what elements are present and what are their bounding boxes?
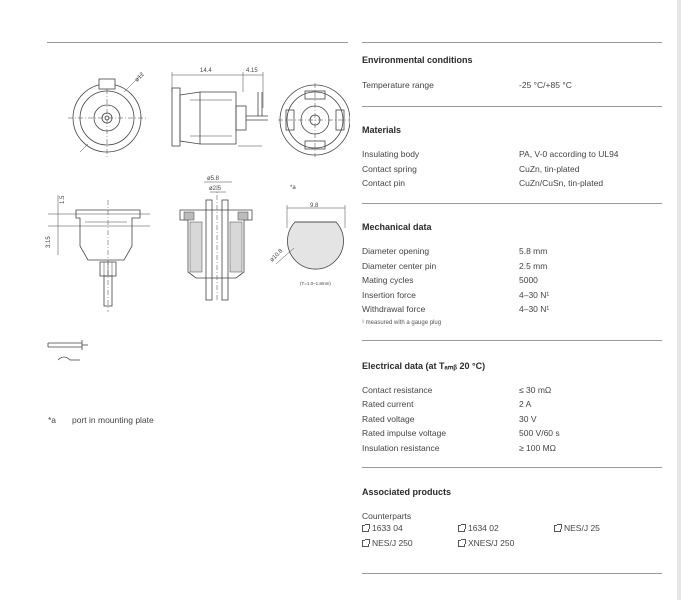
- external-link-icon: [362, 525, 369, 532]
- dim-9-8: 9.8: [310, 203, 319, 209]
- dim-d5-8: ø5.8: [207, 176, 220, 182]
- product-link-label: NES/J 250: [372, 538, 413, 548]
- row-value: 2.5 mm: [519, 261, 548, 271]
- profile-view-drawing: [48, 195, 150, 312]
- scrollbar-track[interactable]: [677, 0, 681, 600]
- dim-d10-8: ø10.8: [269, 248, 285, 264]
- external-link-icon: [554, 525, 561, 532]
- row-label: Diameter center pin: [362, 261, 437, 271]
- plug-symbol-icon: [48, 340, 88, 350]
- external-link-icon: [458, 540, 465, 547]
- row-label: Mating cycles: [362, 275, 414, 285]
- product-link-nes-j-250[interactable]: [362, 538, 413, 548]
- environmental-title: Environmental conditions: [362, 55, 473, 65]
- row-value: -25 °C/+85 °C: [519, 80, 572, 90]
- row-value: 5000: [519, 275, 538, 285]
- dim-14-4: 14.4: [200, 68, 212, 74]
- associated-title: Associated products: [362, 487, 452, 497]
- product-link-label: XNES/J 250: [468, 538, 515, 548]
- row-label: Rated current: [362, 399, 414, 409]
- row-value: ≥ 100 MΩ: [519, 443, 557, 453]
- row-value: 2 A: [519, 399, 532, 409]
- dim-d2-5: ø2.5: [209, 186, 222, 192]
- row-value: 5.8 mm: [519, 246, 548, 256]
- row-label: Insulation resistance: [362, 443, 440, 453]
- product-link-label: 1634 02: [468, 523, 499, 533]
- row-label: Diameter opening: [362, 246, 430, 256]
- row-value: 4–30 N¹: [519, 304, 550, 314]
- footnote-text: port in mounting plate: [72, 415, 154, 425]
- asterisk-a-label: *a: [290, 185, 296, 191]
- divider: [362, 467, 662, 468]
- row-label: Contact resistance: [362, 385, 433, 395]
- row-label: Insertion force: [362, 290, 416, 300]
- divider: [362, 203, 662, 204]
- row-value: CuZn, tin-plated: [519, 164, 580, 174]
- product-link-1634-02[interactable]: [458, 523, 499, 533]
- product-link-xnes-j-250[interactable]: [458, 538, 514, 548]
- dim-4-15: 4.15: [246, 68, 258, 74]
- divider: [362, 106, 662, 107]
- product-link-1633-04[interactable]: [362, 523, 403, 533]
- external-link-icon: [458, 525, 465, 532]
- footnote-marker: *a: [48, 415, 57, 425]
- front-view-drawing: [68, 74, 146, 157]
- row-value: 4–30 N¹: [519, 290, 550, 300]
- divider: [362, 340, 662, 341]
- electrical-title: Electrical data (at Tₐₘᵦ 20 °C): [362, 361, 486, 371]
- side-view-drawing: [172, 72, 268, 146]
- external-link-icon: [362, 540, 369, 547]
- dim-3-15: 3.15: [46, 236, 52, 248]
- row-value: 30 V: [519, 414, 537, 424]
- dim-1-5: 1.5: [60, 195, 66, 204]
- product-link-label: NES/J 25: [564, 523, 600, 533]
- row-value: 500 V/60 s: [519, 428, 560, 438]
- thickness-note: (T=1.0–1.8mm): [300, 281, 331, 286]
- right-top-rule: [362, 42, 662, 43]
- mechanical-title: Mechanical data: [362, 222, 432, 232]
- footnote-gauge-plug: ¹ measured with a gauge plug: [362, 320, 442, 326]
- materials-title: Materials: [362, 125, 402, 135]
- panel-cutout-drawing: [276, 205, 345, 269]
- row-label: Rated voltage: [362, 414, 415, 424]
- row-value: PA, V-0 according to UL94: [519, 149, 619, 159]
- row-label: Rated impulse voltage: [362, 428, 447, 438]
- counterparts-label: Counterparts: [362, 511, 412, 521]
- row-value: CuZn/CuSn, tin-plated: [519, 178, 604, 188]
- technical-drawings: [0, 0, 350, 400]
- wire-symbol-icon: [58, 357, 80, 360]
- row-label: Withdrawal force: [362, 304, 426, 314]
- cross-section-drawing: [180, 182, 252, 300]
- row-label: Temperature range: [362, 80, 434, 90]
- row-label: Contact pin: [362, 178, 405, 188]
- row-label: Contact spring: [362, 164, 417, 174]
- product-link-label: 1633 04: [372, 523, 403, 533]
- product-link-nes-j-25[interactable]: [554, 523, 600, 533]
- dim-d12: ø12: [134, 71, 146, 84]
- bottom-rule: [362, 573, 662, 574]
- rear-view-drawing: [278, 83, 350, 157]
- row-value: ≤ 30 mΩ: [519, 385, 552, 395]
- row-label: Insulating body: [362, 149, 420, 159]
